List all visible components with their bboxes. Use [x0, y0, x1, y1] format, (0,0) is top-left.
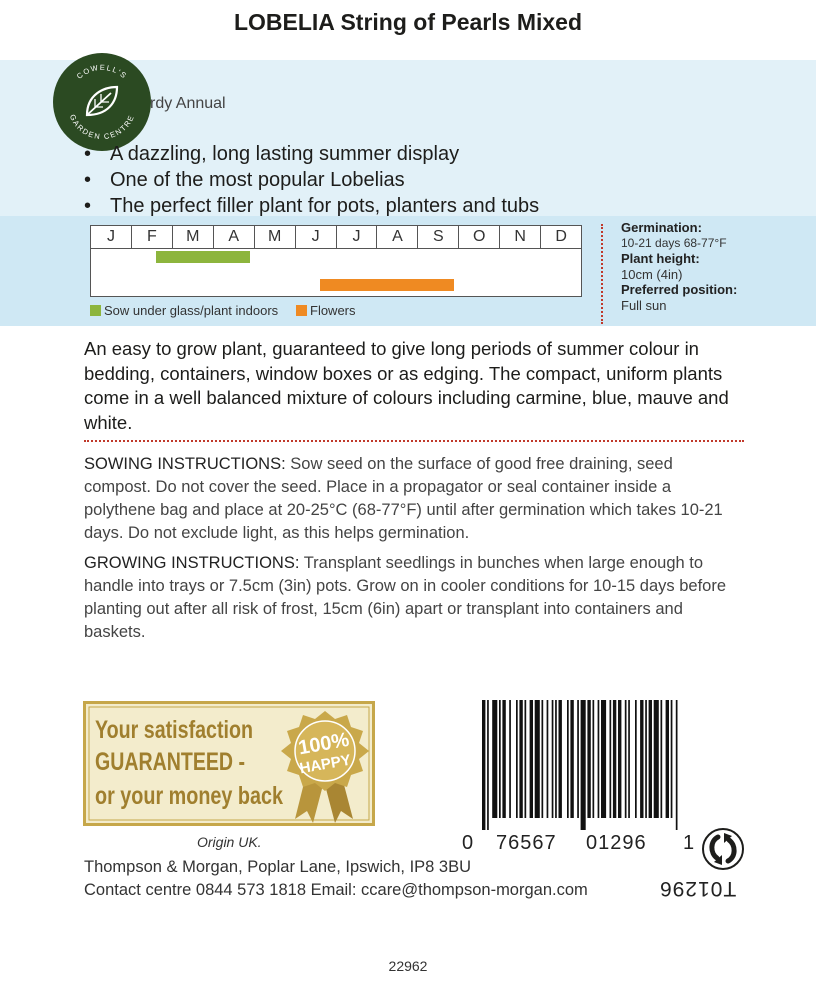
plant-type: rdy Annual — [150, 95, 226, 112]
guarantee-line2: GUARANTEED - — [95, 748, 245, 776]
barcode-bar — [519, 700, 522, 818]
barcode-bar — [671, 700, 673, 818]
barcode-bar — [676, 700, 678, 830]
barcode-bar — [577, 700, 579, 818]
leaf-icon — [53, 53, 151, 151]
barcode-bar — [499, 700, 501, 818]
barcode-bar — [635, 700, 637, 818]
growing-info — [621, 220, 737, 314]
barcode-bar — [555, 700, 557, 818]
growing-instructions — [84, 552, 744, 644]
barcode-bar — [492, 700, 497, 818]
barcode-bar — [601, 700, 606, 818]
seal-top-text: 100% — [296, 728, 351, 760]
position-value: Full sun — [621, 297, 667, 313]
month-label: O — [459, 226, 500, 248]
divider — [601, 224, 603, 324]
barcode — [478, 700, 740, 830]
barcode-bar — [628, 700, 630, 818]
barcode-bar — [516, 700, 518, 818]
barcode-bar — [552, 700, 554, 818]
germination-value: 10-21 days 68-77°F — [621, 235, 727, 250]
month-label: D — [555, 228, 567, 245]
barcode-bar — [542, 700, 544, 818]
barcode-left-digits: 76567 — [496, 832, 557, 854]
svg-text:COWELL'S — [75, 63, 129, 81]
barcode-bar — [640, 700, 643, 818]
satisfaction-guarantee-badge — [83, 701, 375, 826]
feature-text: One of the most popular Lobelias — [110, 169, 405, 191]
barcode-bar — [645, 700, 647, 818]
barcode-bar — [525, 700, 527, 818]
barcode-bar — [570, 700, 573, 818]
logo-top-text: COWELL'S — [74, 62, 130, 81]
barcode-bar — [593, 700, 595, 818]
feature-item: • A dazzling, long lasting summer display — [84, 143, 460, 165]
germination-label: Germination: — [621, 220, 702, 235]
barcode-bar — [613, 700, 616, 818]
barcode-bar — [509, 700, 511, 818]
garden-centre-logo — [53, 53, 151, 151]
packet-title: LOBELIA String of Pearls Mixed — [233, 9, 583, 35]
barcode-bar — [618, 700, 621, 818]
barcode-bar — [649, 700, 652, 818]
sowing-calendar — [90, 225, 582, 297]
growing-text: Transplant seedlings in bunches when large enough to handle into trays or 7.5cm (3in) pots. Grow on in cooler conditions for 10-15 days before planting out after all risk of frost, 15cm (6in) apart or transplant into containers and baskets. — [84, 554, 727, 641]
legend-label: Flowers — [310, 303, 356, 318]
month-label: N — [500, 226, 541, 248]
barcode-bar — [625, 700, 627, 818]
barcode-bar — [654, 700, 659, 818]
legend-flowers — [296, 303, 356, 318]
barcode-bar — [535, 700, 540, 818]
feature-text: A dazzling, long lasting summer display — [110, 143, 460, 165]
barcode-bar — [567, 700, 569, 818]
svg-text:GARDEN CENTRE — [68, 113, 136, 141]
calendar-legend — [90, 303, 356, 318]
legend-swatch — [90, 305, 101, 316]
legend-sow — [90, 303, 278, 318]
legend-label: Sow under glass/plant indoors — [104, 303, 279, 318]
barcode-bar — [530, 700, 533, 818]
month-label: A — [377, 226, 418, 248]
guarantee-line3: or your money back — [95, 782, 284, 810]
print-reference: 22962 — [388, 958, 428, 974]
barcode-bar — [666, 700, 669, 818]
position-label: Preferred position: — [621, 282, 738, 298]
product-code: T01296 — [659, 877, 737, 900]
legend-swatch — [296, 305, 307, 316]
feature-text: The perfect filler plant for pots, planters and tubs — [110, 195, 540, 217]
company-address: Thompson & Morgan, Poplar Lane, Ipswich, IP8 3BU — [84, 858, 472, 876]
height-value: 10cm (4in) — [621, 266, 683, 282]
month-label: M — [173, 226, 214, 248]
barcode-bar — [587, 700, 590, 818]
barcode-bar — [559, 700, 562, 818]
month-header — [91, 226, 581, 249]
height-label: Plant height: — [621, 251, 700, 267]
seal-bottom-text: HAPPY — [298, 751, 353, 778]
feature-item: • The perfect filler plant for pots, planters and tubs — [84, 195, 540, 217]
feature-list — [84, 141, 539, 219]
flowering-period-bar — [320, 279, 455, 291]
month-label: M — [255, 226, 296, 248]
feature-item: • One of the most popular Lobelias — [84, 169, 405, 191]
sowing-text: Sow seed on the surface of good free draining, seed compost. Do not cover the seed. Place in a propagator or seal container inside a polythene bag and place at 20-25°C (68-77°F) until after germination which takes 10-21 days. Do not exclude light, as this helps germination. — [84, 455, 723, 542]
barcode-bar — [610, 700, 612, 818]
logo-bottom-text: GARDEN CENTRE — [67, 112, 137, 142]
month-label: J — [91, 226, 132, 248]
month-label: J — [296, 226, 337, 248]
barcode-right-digits: 01296 — [586, 832, 647, 854]
barcode-bar — [482, 700, 485, 830]
contact-details: Contact centre 0844 573 1818 Email: ccare@thompson-morgan.com — [84, 881, 588, 899]
barcode-lead-digit: 0 — [462, 832, 475, 854]
month-label: A — [214, 226, 255, 248]
plant-description: An easy to grow plant, guaranteed to give long periods of summer colour in bedding, containers, window boxes or as edging. The compact, uniform plants come in a well balanced mixture of colours including carmine, blue, mauve and white. — [84, 338, 729, 433]
barcode-bar — [598, 700, 600, 818]
barcode-bar — [661, 700, 663, 818]
divider — [84, 440, 744, 442]
barcode-bar — [487, 700, 489, 830]
barcode-bar — [547, 700, 549, 818]
barcode-check-digit: 1 — [683, 832, 696, 854]
barcode-bar — [502, 700, 505, 818]
growing-label: GROWING INSTRUCTIONS: — [84, 554, 300, 572]
guarantee-line1: Your satisfaction — [95, 716, 253, 744]
origin-label: Origin UK. — [197, 834, 262, 850]
sow-period-bar — [156, 251, 250, 263]
barcode-bar — [581, 700, 586, 830]
month-label: S — [418, 226, 459, 248]
sowing-instructions — [84, 453, 744, 545]
company-address-block — [84, 856, 588, 902]
month-label: J — [337, 226, 378, 248]
green-dot-icon — [702, 828, 744, 870]
sowing-label: SOWING INSTRUCTIONS: — [84, 455, 286, 473]
month-label: F — [132, 226, 173, 248]
